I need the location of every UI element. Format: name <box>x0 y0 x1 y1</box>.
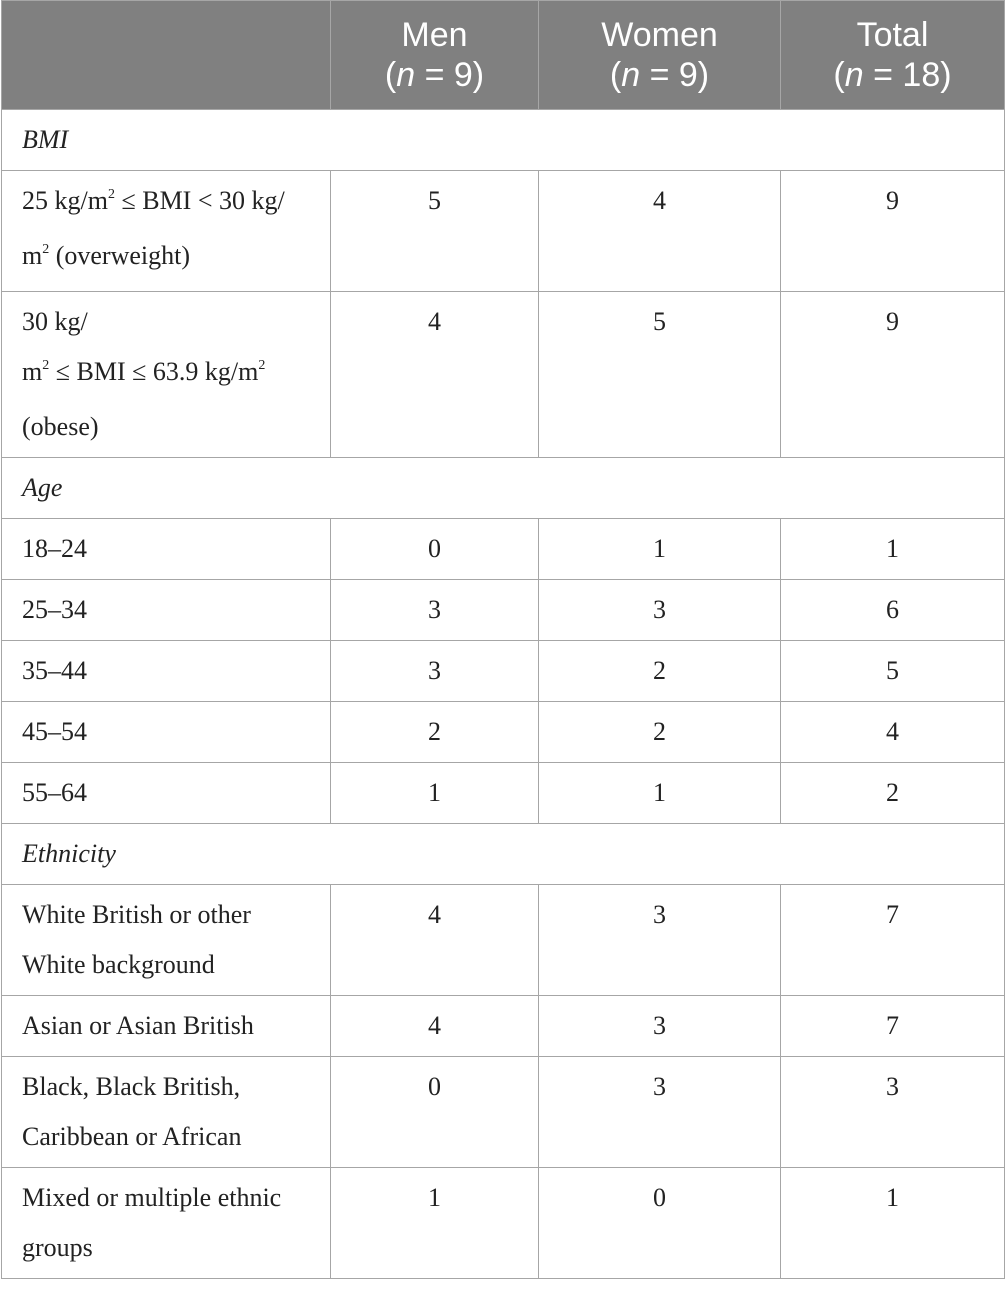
cell-men: 5 <box>331 171 539 292</box>
cell-men: 4 <box>331 292 539 458</box>
cell-women: 4 <box>539 171 781 292</box>
header-blank <box>2 1 331 110</box>
section-label-ethnicity: Ethnicity <box>2 824 1005 885</box>
header-women: Women (n = 9) <box>539 1 781 110</box>
table-row <box>2 171 1005 292</box>
cell-total: 1 <box>781 1168 1005 1279</box>
row-label: 45–54 <box>2 702 331 763</box>
header-total: Total (n = 18) <box>781 1 1005 110</box>
cell-men: 3 <box>331 580 539 641</box>
cell-men: 4 <box>331 885 539 996</box>
cell-women: 2 <box>539 641 781 702</box>
cell-women: 3 <box>539 996 781 1057</box>
demographics-table <box>1 0 1005 1279</box>
section-row-ethnicity <box>2 824 1005 885</box>
row-label: 30 kg/ $m^2$ ≤ BMI ≤ 63.9 $kg/m^2$ (obese) <box>2 292 331 458</box>
cell-men: 2 <box>331 702 539 763</box>
cell-total: 4 <box>781 702 1005 763</box>
header-men: Men (n = 9) <box>331 1 539 110</box>
row-label: Mixed or multiple ethnic groups <box>2 1168 331 1279</box>
row-label: Black, Black British, Caribbean or African <box>2 1057 331 1168</box>
cell-men: 0 <box>331 519 539 580</box>
cell-men: 1 <box>331 763 539 824</box>
cell-women: 3 <box>539 580 781 641</box>
header-row <box>2 1 1005 110</box>
row-label: 18–24 <box>2 519 331 580</box>
table-row <box>2 292 1005 458</box>
cell-men: 4 <box>331 996 539 1057</box>
table-row <box>2 763 1005 824</box>
cell-men: 3 <box>331 641 539 702</box>
section-row-bmi <box>2 110 1005 171</box>
table-row <box>2 702 1005 763</box>
cell-women: 3 <box>539 1057 781 1168</box>
row-label: White British or other White background <box>2 885 331 996</box>
cell-women: 2 <box>539 702 781 763</box>
row-label: 35–44 <box>2 641 331 702</box>
cell-women: 5 <box>539 292 781 458</box>
row-label: 55–64 <box>2 763 331 824</box>
cell-total: 1 <box>781 519 1005 580</box>
table-row <box>2 996 1005 1057</box>
cell-women: 3 <box>539 885 781 996</box>
table-row <box>2 1057 1005 1168</box>
table-row <box>2 641 1005 702</box>
section-row-age <box>2 458 1005 519</box>
table-row <box>2 519 1005 580</box>
cell-women: 1 <box>539 763 781 824</box>
cell-men: 0 <box>331 1057 539 1168</box>
cell-total: 2 <box>781 763 1005 824</box>
row-label: Asian or Asian British <box>2 996 331 1057</box>
cell-total: 9 <box>781 292 1005 458</box>
cell-total: 9 <box>781 171 1005 292</box>
row-label: 25 $kg/m^2$ ≤ BMI < 30 kg/ $m^2$ (overweight) <box>2 171 331 292</box>
cell-total: 7 <box>781 885 1005 996</box>
cell-men: 1 <box>331 1168 539 1279</box>
cell-women: 1 <box>539 519 781 580</box>
cell-total: 5 <box>781 641 1005 702</box>
table-row <box>2 885 1005 996</box>
section-label-bmi: BMI <box>2 110 1005 171</box>
cell-total: 3 <box>781 1057 1005 1168</box>
cell-total: 7 <box>781 996 1005 1057</box>
section-label-age: Age <box>2 458 1005 519</box>
table-row <box>2 1168 1005 1279</box>
row-label: 25–34 <box>2 580 331 641</box>
table-row <box>2 580 1005 641</box>
cell-women: 0 <box>539 1168 781 1279</box>
cell-total: 6 <box>781 580 1005 641</box>
